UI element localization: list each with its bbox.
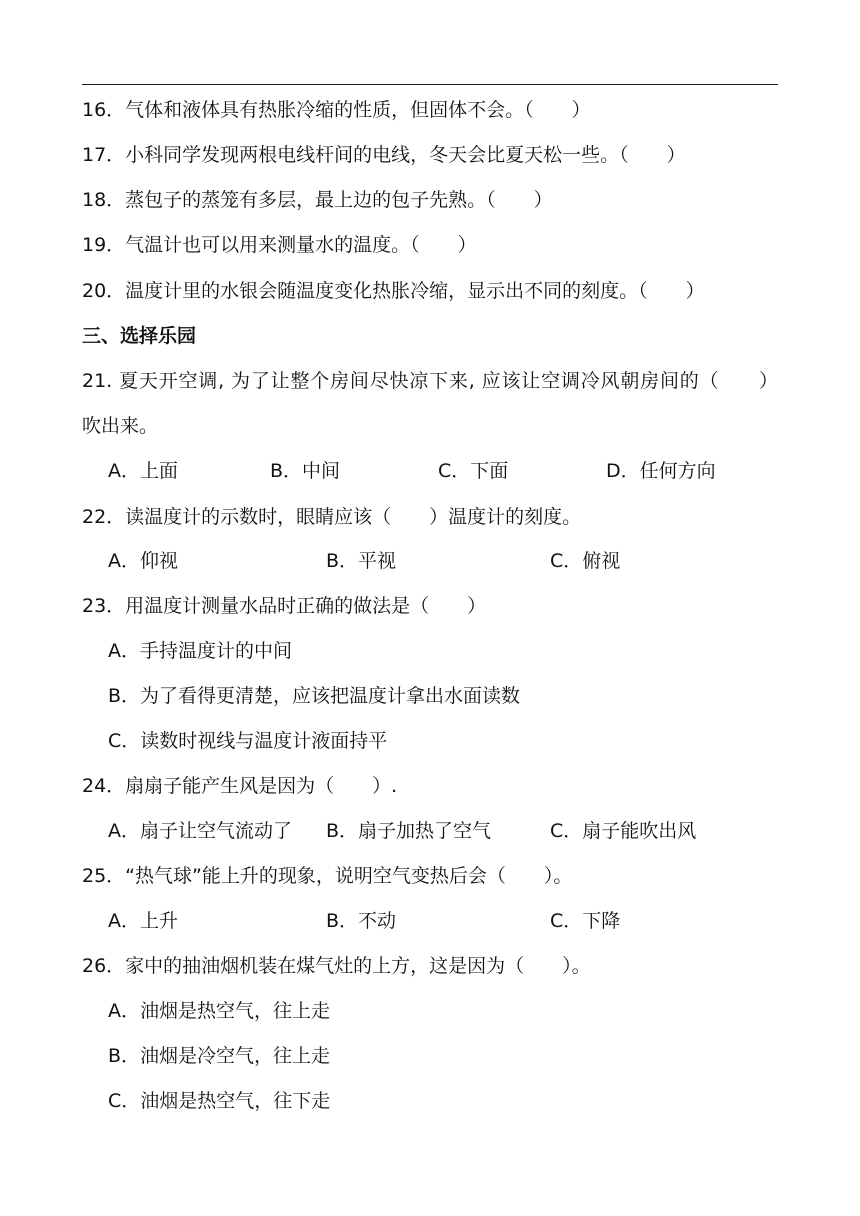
- question-21-stem: [82, 369, 778, 393]
- question-16: 16．气体和液体具有热胀冷缩的性质，但固体不会。（ ）: [82, 99, 591, 121]
- question-20: 20．温度计里的水银会随温度变化热胀冷缩，显示出不同的刻度。（ ）: [82, 280, 705, 302]
- question-22-option-a[interactable]: A．仰视: [108, 550, 178, 572]
- question-24-option-a[interactable]: A．扇子让空气流动了: [108, 820, 292, 842]
- question-21-option-a[interactable]: A．上面: [108, 460, 178, 482]
- question-19: 19．气温计也可以用来测量水的温度。（ ）: [82, 234, 477, 256]
- question-25-option-c[interactable]: C．下降: [550, 910, 621, 932]
- question-21-stem-text: 21. 夏天开空调, 为了让整个房间尽快凉下来, 应该让空调冷风朝房间的（ ）: [82, 370, 778, 392]
- question-21-option-c[interactable]: C．下面: [438, 460, 509, 482]
- header-rule: [82, 84, 778, 85]
- question-23-stem: 23．用温度计测量水品时正确的做法是（ ）: [82, 595, 487, 617]
- section-heading: 三、选择乐园: [82, 325, 197, 347]
- question-26-option-a[interactable]: A．油烟是热空气，往上走: [108, 1000, 330, 1022]
- question-22-stem: 22．读温度计的示数时，眼睛应该（ ）温度计的刻度。: [82, 506, 582, 528]
- question-18: 18．蒸包子的蒸笼有多层，最上边的包子先熟。（ ）: [82, 189, 553, 211]
- question-26-stem: 26．家中的抽油烟机装在煤气灶的上方，这是因为（ ）。: [82, 955, 591, 977]
- question-26-option-b[interactable]: B．油烟是冷空气，往上走: [108, 1045, 331, 1067]
- question-21-option-d[interactable]: D．任何方向: [606, 460, 716, 482]
- question-17: 17．小科同学发现两根电线杆间的电线，冬天会比夏天松一些。（ ）: [82, 144, 686, 166]
- question-26-option-c[interactable]: C．油烟是热空气，往下走: [108, 1090, 331, 1112]
- question-25-option-a[interactable]: A．上升: [108, 910, 178, 932]
- question-23-option-c[interactable]: C．读数时视线与温度计液面持平: [108, 730, 388, 752]
- question-21-option-b[interactable]: B．中间: [270, 460, 341, 482]
- question-25-stem: 25．“热气球”能上升的现象，说明空气变热后会（ ）。: [82, 865, 573, 887]
- question-23-option-a[interactable]: A．手持温度计的中间: [108, 640, 292, 662]
- question-24-option-b[interactable]: B．扇子加热了空气: [326, 820, 492, 842]
- question-24-stem: 24．扇扇子能产生风是因为（ ）.: [82, 775, 398, 797]
- question-25-option-b[interactable]: B．不动: [326, 910, 397, 932]
- question-21-stem-continued: 吹出来。: [82, 415, 159, 437]
- question-23-option-b[interactable]: B．为了看得更清楚，应该把温度计拿出水面读数: [108, 685, 521, 707]
- question-22-option-c[interactable]: C．俯视: [550, 550, 621, 572]
- question-22-option-b[interactable]: B．平视: [326, 550, 397, 572]
- question-24-option-c[interactable]: C．扇子能吹出风: [550, 820, 697, 842]
